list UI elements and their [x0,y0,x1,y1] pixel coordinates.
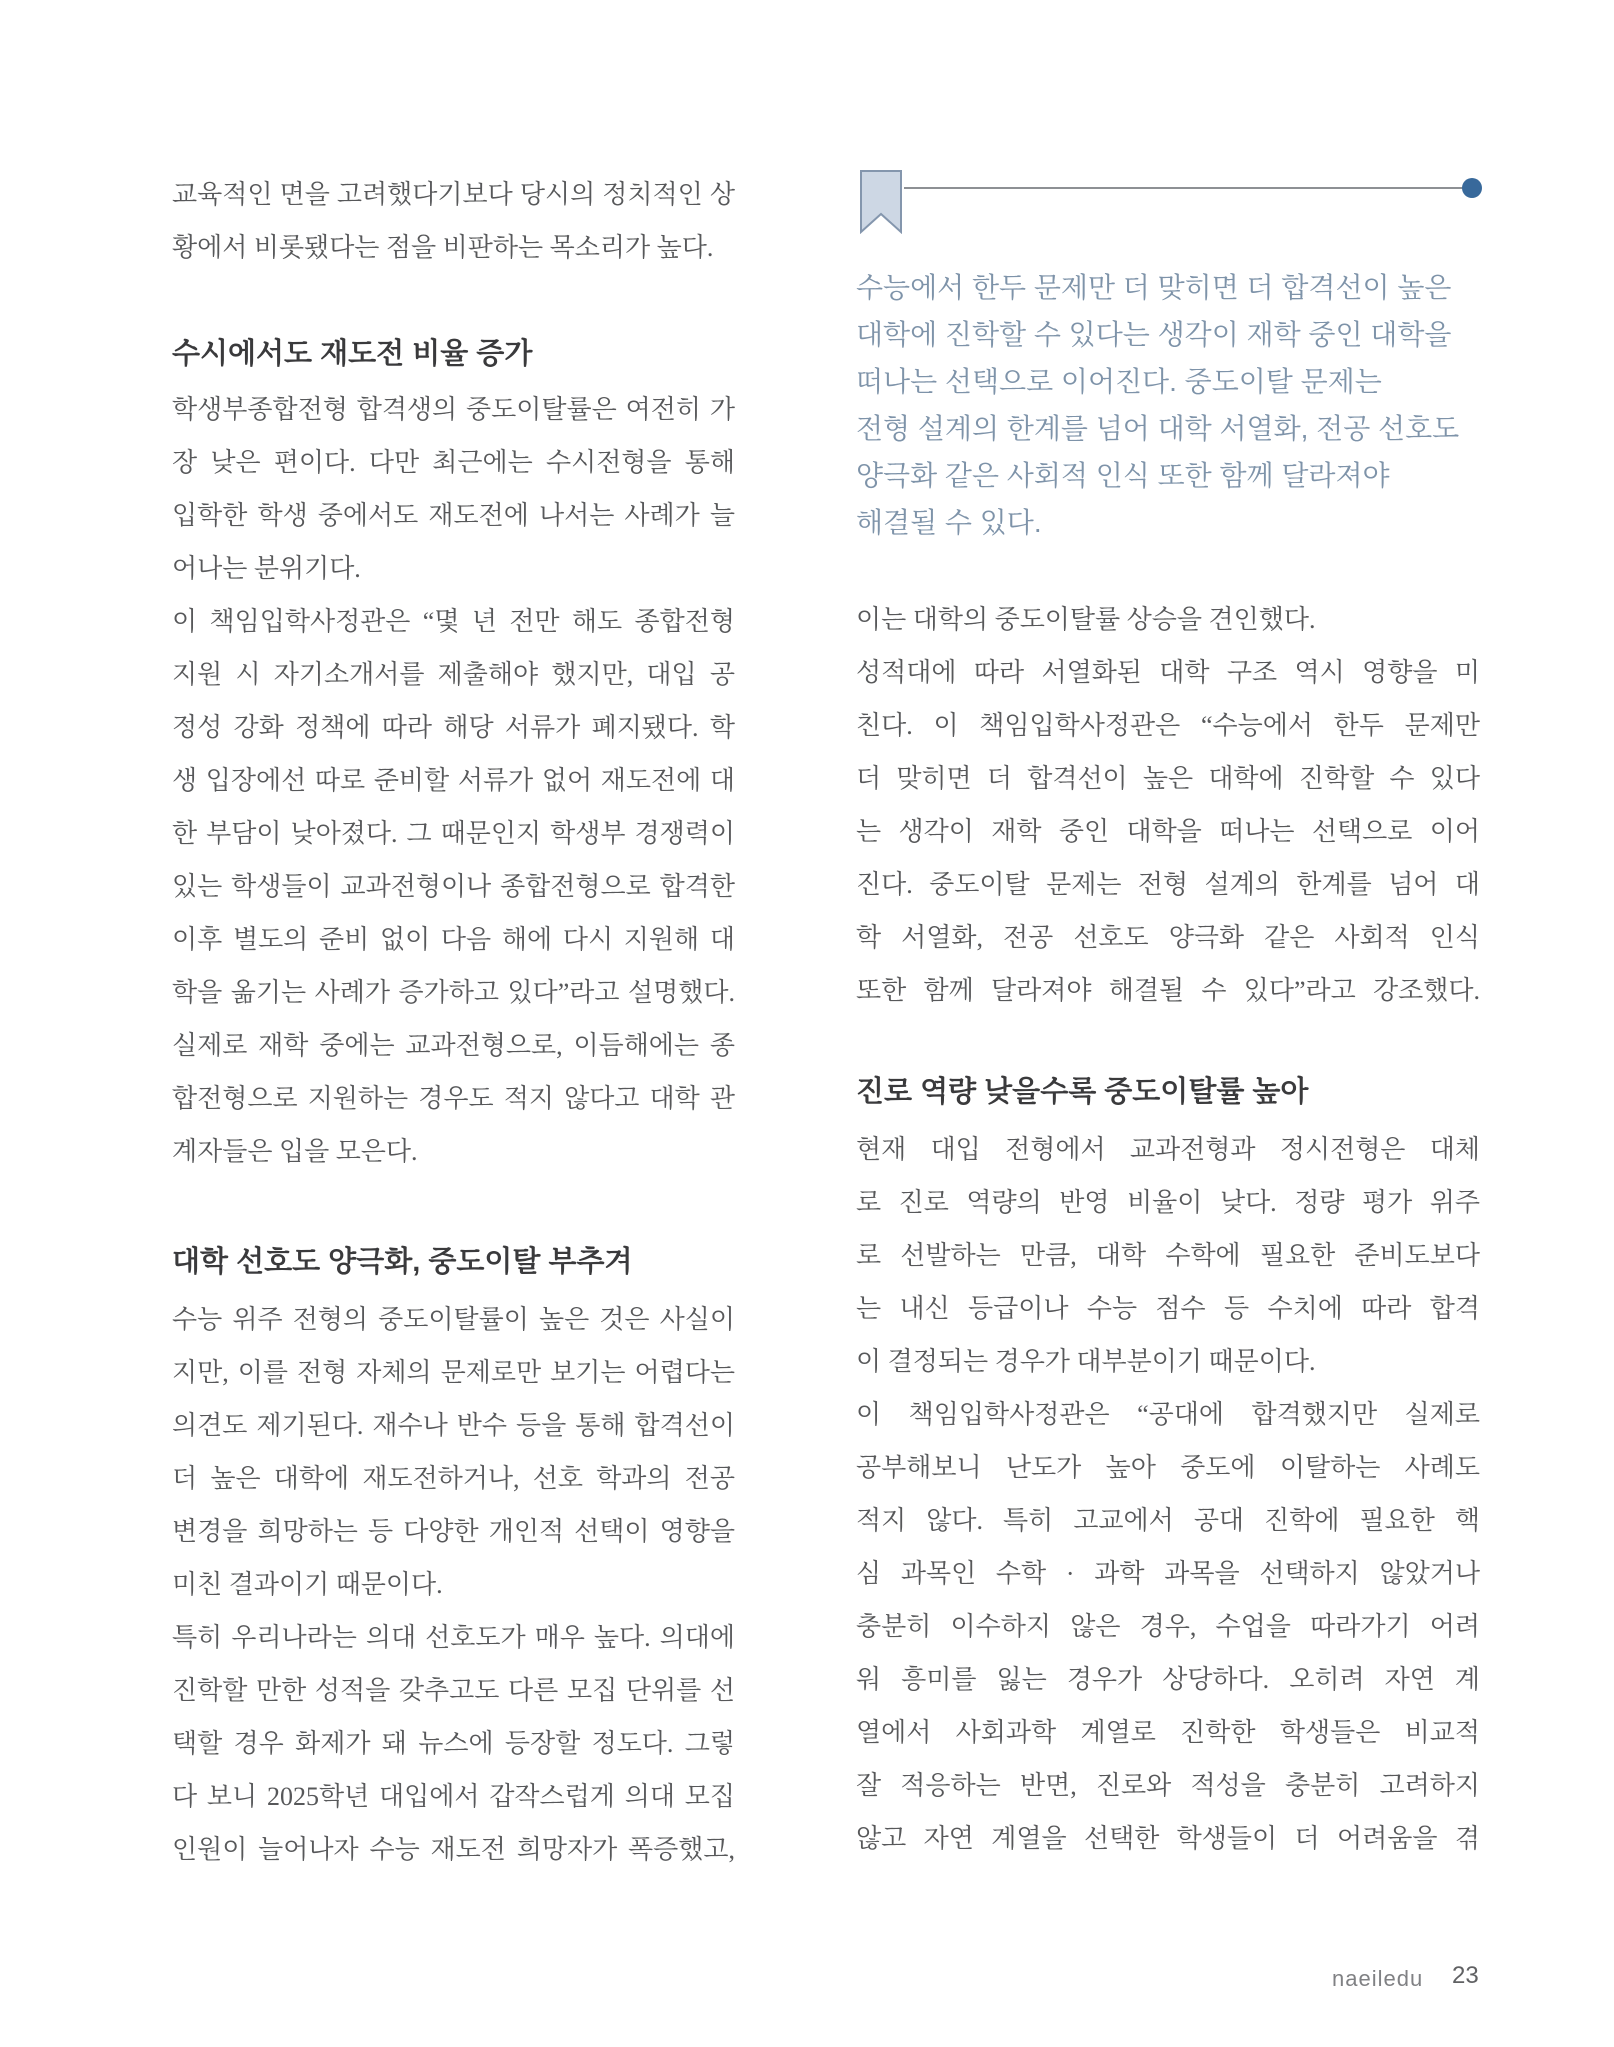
text-line: 충분히 이수하지 않은 경우, 수업을 따라가기 어려 [856,1612,1480,1641]
text-line: 또한 함께 달라져야 해결될 수 있다”라고 강조했다. [856,976,1480,1005]
bookmark-icon [860,170,902,234]
text-line: 학생부종합전형 합격생의 중도이탈률은 여전히 가 [172,395,735,424]
text-line: 한 부담이 낮아졌다. 그 때문인지 학생부 경쟁력이 [172,819,735,848]
text-line: 황에서 비롯됐다는 점을 비판하는 목소리가 높다. [172,233,714,262]
text-line: 진학할 만한 성적을 갖추고도 다른 모집 단위를 선 [172,1676,735,1705]
text-line: 대학에 진학할 수 있다는 생각이 재학 중인 대학을 [856,319,1452,350]
text-line: 다 보니 2025학년 대입에서 갑작스럽게 의대 모집 [172,1782,735,1811]
text-line: 실제로 재학 중에는 교과전형으로, 이듬해에는 종 [172,1031,735,1060]
text-line: 이후 별도의 준비 없이 다음 해에 다시 지원해 대 [172,925,735,954]
text-line: 변경을 희망하는 등 다양한 개인적 선택이 영향을 [172,1517,735,1546]
rule-end-dot-icon [1462,178,1482,198]
text-line: 해결될 수 있다. [856,507,1042,538]
text-line: 택할 경우 화제가 돼 뉴스에 등장할 정도다. 그렇 [172,1729,735,1758]
text-line: 잘 적응하는 반면, 진로와 적성을 충분히 고려하지 [856,1771,1480,1800]
text-line: 수능에서 한두 문제만 더 맞히면 더 합격선이 높은 [856,272,1452,303]
text-line: 더 맞히면 더 합격선이 높은 대학에 진학할 수 있다 [856,764,1480,793]
text-line: 양극화 같은 사회적 인식 또한 함께 달라져야 [856,460,1390,491]
text-line: 로 진로 역량의 반영 비율이 낮다. 정량 평가 위주 [856,1188,1480,1217]
right-paragraph [856,593,1480,1017]
text-line: 적지 않다. 특히 고교에서 공대 진학에 필요한 핵 [856,1506,1480,1535]
text-line: 지원 시 자기소개서를 제출해야 했지만, 대입 공 [172,660,735,689]
footer-page-number: 23 [1452,1962,1479,1989]
text-line: 인원이 늘어나자 수능 재도전 희망자가 폭증했고, [172,1835,735,1864]
text-line: 열에서 사회과학 계열로 진학한 학생들은 비교적 [856,1718,1480,1747]
footer-brand: naeiledu [1332,1966,1424,1991]
text-line: 생 입장에선 따로 준비할 서류가 없어 재도전에 대 [172,766,735,795]
text-line: 학 서열화, 전공 선호도 양극화 같은 사회적 인식 [856,923,1480,952]
text-line: 장 낮은 편이다. 다만 최근에는 수시전형을 통해 [172,448,735,477]
pull-quote [856,264,1480,546]
text-line: 이 결정되는 경우가 대부분이기 때문이다. [856,1347,1316,1376]
text-line: 지만, 이를 전형 자체의 문제로만 보기는 어렵다는 [172,1358,735,1387]
text-line: 의견도 제기된다. 재수나 반수 등을 통해 합격선이 [172,1411,735,1440]
text-line: 더 높은 대학에 재도전하거나, 선호 학과의 전공 [172,1464,735,1493]
text-line: 어나는 분위기다. [172,554,361,583]
intro-paragraph [172,168,735,274]
text-line: 진다. 중도이탈 문제는 전형 설계의 한계를 넘어 대 [856,870,1480,899]
text-line: 이는 대학의 중도이탈률 상승을 견인했다. [856,605,1316,634]
text-line: 는 생각이 재학 중인 대학을 떠나는 선택으로 이어 [856,817,1480,846]
text-line: 현재 대입 전형에서 교과전형과 정시전형은 대체 [856,1135,1480,1164]
text-line: 정성 강화 정책에 따라 해당 서류가 폐지됐다. 학 [172,713,735,742]
text-line: 계자들은 입을 모은다. [172,1137,418,1166]
text-line: 워 흥미를 잃는 경우가 상당하다. 오히려 자연 계 [856,1665,1480,1694]
text-line: 있는 학생들이 교과전형이나 종합전형으로 합격한 [172,872,735,901]
section-heading-resit-rate: 수시에서도 재도전 비율 증가 [172,338,533,370]
text-line: 학을 옮기는 사례가 증가하고 있다”라고 설명했다. [172,978,735,1007]
section3-paragraph [856,1123,1480,1865]
text-line: 이 책임입학사정관은 “몇 년 전만 해도 종합전형 [172,607,735,636]
text-line: 떠나는 선택으로 이어진다. 중도이탈 문제는 [856,366,1382,397]
section-heading-polarization: 대학 선호도 양극화, 중도이탈 부추겨 [172,1246,633,1278]
text-line: 전형 설계의 한계를 넘어 대학 서열화, 전공 선호도 [856,413,1460,444]
text-line: 심 과목인 수학 · 과학 과목을 선택하지 않았거나 [856,1559,1480,1588]
section1-paragraph [172,383,735,1178]
text-line: 입학한 학생 중에서도 재도전에 나서는 사례가 늘 [172,501,735,530]
section2-paragraph [172,1293,735,1876]
ornament-rule-line [904,187,1466,189]
text-line: 공부해보니 난도가 높아 중도에 이탈하는 사례도 [856,1453,1480,1482]
text-line: 이 책임입학사정관은 “공대에 합격했지만 실제로 [856,1400,1480,1429]
text-line: 로 선발하는 만큼, 대학 수학에 필요한 준비도보다 [856,1241,1480,1270]
text-line: 합전형으로 지원하는 경우도 적지 않다고 대학 관 [172,1084,735,1113]
text-line: 교육적인 면을 고려했다기보다 당시의 정치적인 상 [172,180,735,209]
text-line: 않고 자연 계열을 선택한 학생들이 더 어려움을 겪 [856,1824,1480,1853]
text-line: 특히 우리나라는 의대 선호도가 매우 높다. 의대에 [172,1623,735,1652]
section-heading-career-competency: 진로 역량 낮을수록 중도이탈률 높아 [856,1076,1309,1108]
text-line: 는 내신 등급이나 수능 점수 등 수치에 따라 합격 [856,1294,1480,1323]
text-line: 친다. 이 책임입학사정관은 “수능에서 한두 문제만 [856,711,1480,740]
text-line: 성적대에 따라 서열화된 대학 구조 역시 영향을 미 [856,658,1480,687]
text-line: 미친 결과이기 때문이다. [172,1570,443,1599]
text-line: 수능 위주 전형의 중도이탈률이 높은 것은 사실이 [172,1305,735,1334]
